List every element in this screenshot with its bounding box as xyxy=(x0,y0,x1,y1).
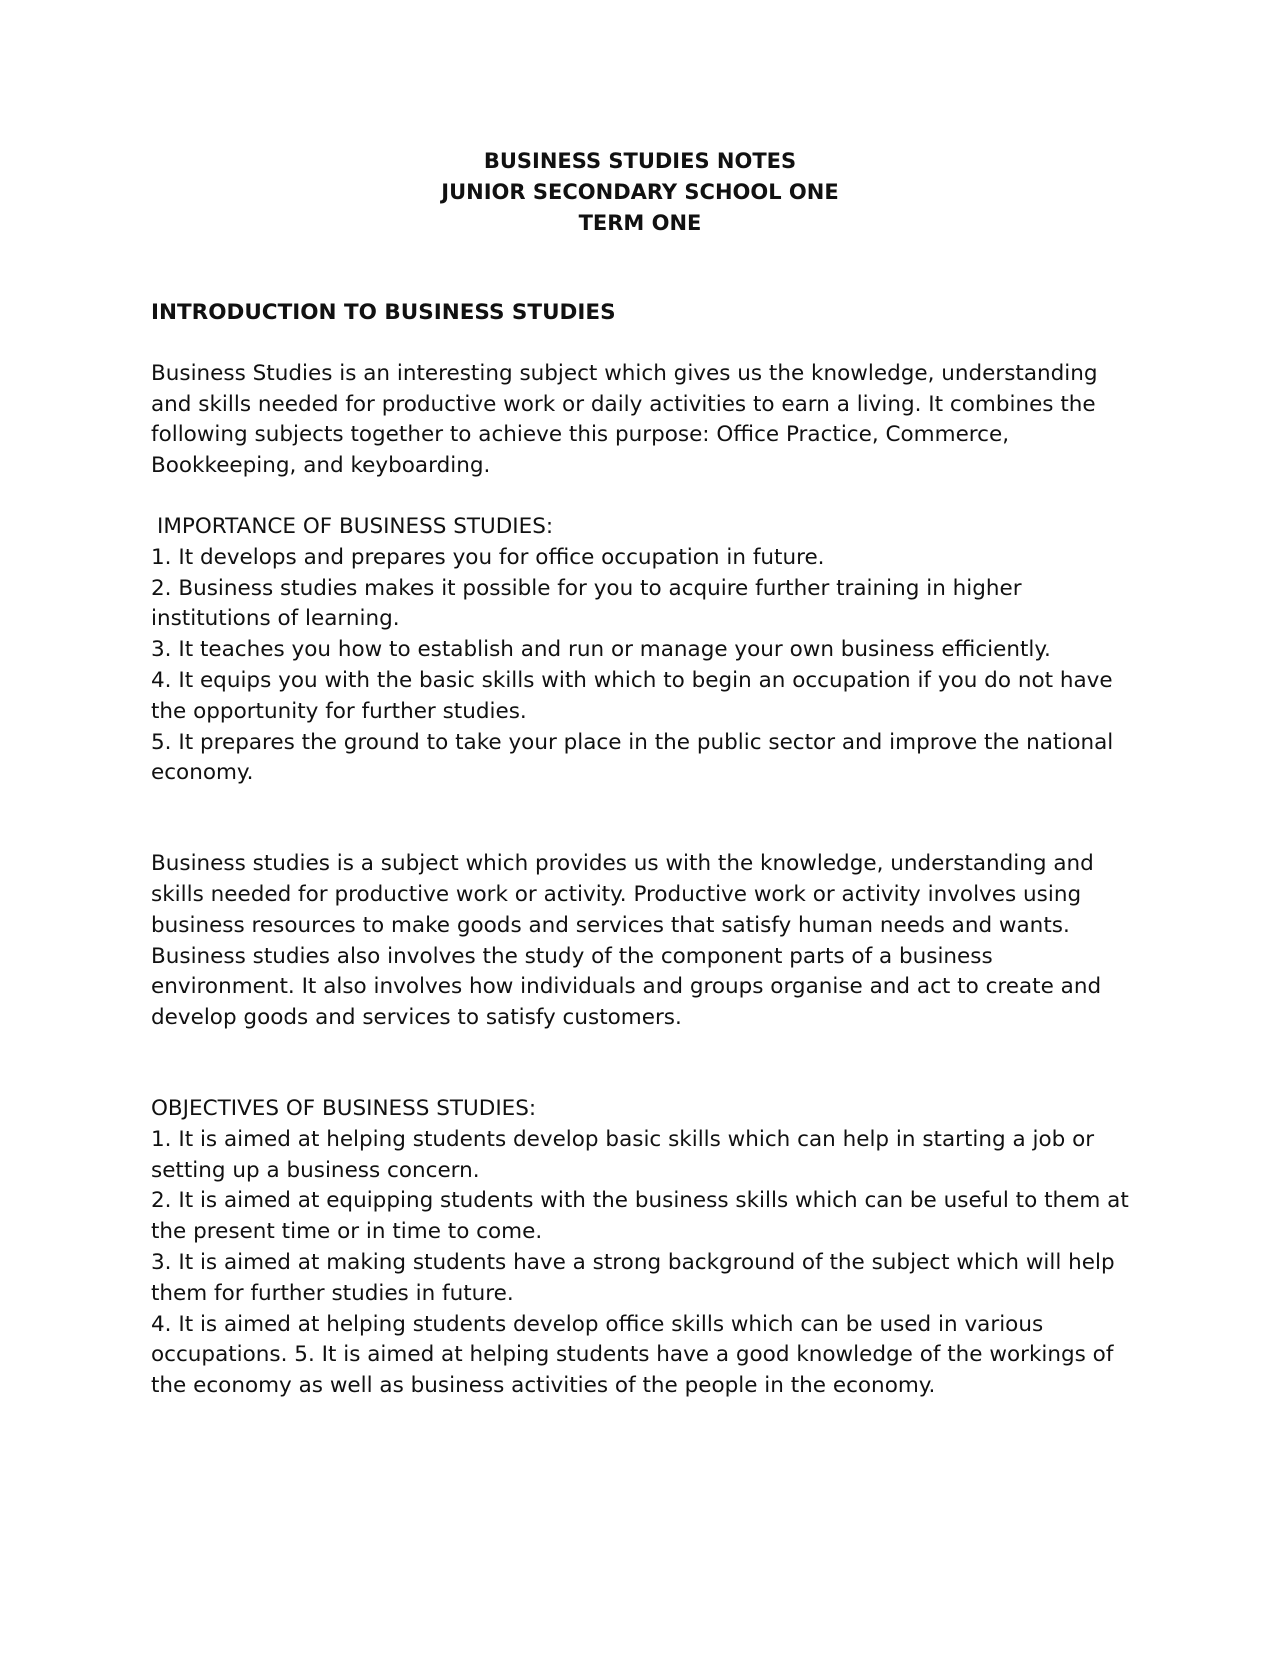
spacer xyxy=(151,1034,1131,1094)
importance-item: 3. It teaches you how to establish and run or manage your own business efficiently. xyxy=(151,637,1051,663)
objective-item: 4. It is aimed at helping students develop office skills which can be used in various occupations. 5. It is aimed at helping students have a good knowledge of the workings of the economy as well as business activities of the people in the economy. xyxy=(151,1311,1114,1399)
spacer xyxy=(151,789,1131,849)
intro-paragraph: Business Studies is an interesting subject which gives us the knowledge, understanding and skills needed for productive work or daily activities to earn a living. It combines the following subjects together to achieve this purpose: Office Practice, Commerce, Bookkeeping, and keyboarding. xyxy=(151,360,1098,479)
title-line-2: JUNIOR SECONDARY SCHOOL ONE xyxy=(441,180,839,204)
importance-item: 4. It equips you with the basic skills with which to begin an occupation if you do not have the opportunity for further studies. xyxy=(151,667,1113,724)
definition-paragraph: Business studies is a subject which provides us with the knowledge, understanding and skills needed for productive work or activity. Productive work or activity involves using business resources to make goods and services that satisfy human needs and wants. Business studies also involves the study of the component parts of a business environment. It also involves how individuals and groups organise and act to create and develop goods and services to satisfy customers. xyxy=(151,851,1102,1031)
objective-item: 3. It is aimed at making students have a strong background of the subject which will help them for further studies in future. xyxy=(151,1249,1115,1306)
importance-title: IMPORTANCE OF BUSINESS STUDIES: xyxy=(157,513,554,539)
intro-heading: INTRODUCTION TO BUSINESS STUDIES xyxy=(151,300,616,325)
objectives-title: OBJECTIVES OF BUSINESS STUDIES: xyxy=(151,1095,537,1121)
objective-item: 1. It is aimed at helping students develop basic skills which can help in starting a job or setting up a business concern. xyxy=(151,1126,1095,1183)
title-line-3: TERM ONE xyxy=(578,211,702,235)
title-line-1: BUSINESS STUDIES NOTES xyxy=(483,149,797,173)
importance-item: 2. Business studies makes it possible for you to acquire further training in higher institutions of learning. xyxy=(151,575,1022,632)
objective-item: 2. It is aimed at equipping students with the business skills which can be useful to them at the present time or in time to come. xyxy=(151,1188,1129,1245)
document-body xyxy=(151,298,1131,1402)
document-title-block xyxy=(0,146,1280,239)
importance-item: 1. It develops and prepares you for office occupation in future. xyxy=(151,544,825,570)
importance-item: 5. It prepares the ground to take your place in the public sector and improve the national economy. xyxy=(151,729,1114,786)
